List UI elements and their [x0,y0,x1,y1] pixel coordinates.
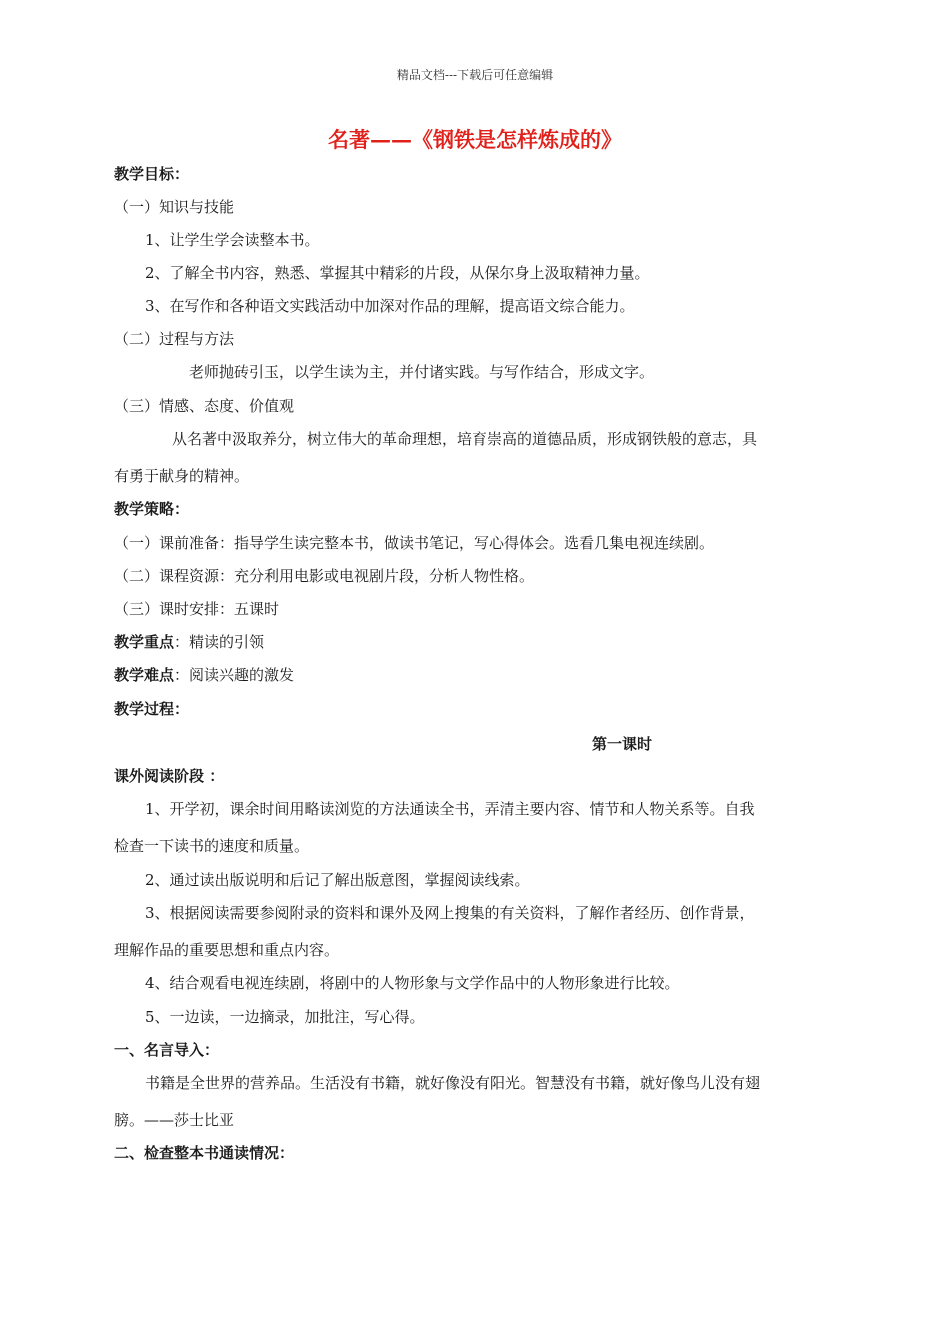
quote-line-1: 书籍是全世界的营养品。生活没有书籍，就好像没有阳光。智慧没有书籍，就好像鸟儿没有翅 [145,1074,761,1092]
extracurricular-item-4: 4、结合观看电视连续剧，将剧中的人物形象与文学作品中的人物形象进行比较。 [145,974,680,992]
difficulty [114,665,294,685]
extracurricular-item-3-line-2: 理解作品的重要思想和重点内容。 [114,941,340,959]
process-heading: （二）过程与方法 [114,330,235,348]
extracurricular-item-5: 5、一边读，一边摘录，加批注，写心得。 [145,1008,425,1026]
key-point-label: 教学重点 [114,633,175,651]
procedure-heading: 教学过程： [114,700,190,718]
knowledge-item-3: 3、在写作和各种语文实践活动中加深对作品的理解，提高语文综合能力。 [145,297,635,315]
strategy-item-1: （一）课前准备：指导学生读完整本书，做读书笔记，写心得体会。选看几集电视连续剧。 [114,534,715,552]
page-header: 精品文档---下载后可任意编辑 [396,68,554,82]
key-point [114,632,264,652]
process-text: 老师抛砖引玉，以学生读为主，并付诸实践。与写作结合，形成文字。 [189,363,655,381]
extracurricular-item-3-line-1: 3、根据阅读需要参阅附录的资料和课外及网上搜集的有关资料，了解作者经历、创作背景， [145,904,755,922]
quote-line-2: 膀。——莎士比亚 [114,1111,235,1129]
knowledge-item-2: 2、了解全书内容，熟悉、掌握其中精彩的片段，从保尔身上汲取精神力量。 [145,264,650,282]
extracurricular-item-2: 2、通过读出版说明和后记了解出版意图，掌握阅读线索。 [145,871,530,889]
goals-heading: 教学目标： [114,165,190,183]
strategy-item-3: （三）课时安排：五课时 [114,600,280,618]
document-title: 名著——《钢铁是怎样炼成的》 [328,127,622,152]
extracurricular-item-1-line-1: 1、开学初，课余时间用略读浏览的方法通读全书，弄清主要内容、情节和人物关系等。自我 [145,800,755,818]
difficulty-value: ：阅读兴趣的激发 [174,666,295,684]
strategy-item-2: （二）课程资源：充分利用电影或电视剧片段，分析人物性格。 [114,567,535,585]
extracurricular-item-1-line-2: 检查一下读书的速度和质量。 [114,837,310,855]
knowledge-item-1: 1、让学生学会读整本书。 [145,231,320,249]
lesson-title: 第一课时 [592,735,653,753]
emotion-text-line-1: 从名著中汲取养分，树立伟大的革命理想，培育崇高的道德品质，形成钢铁般的意志，具 [172,430,758,448]
difficulty-label: 教学难点 [114,666,175,684]
key-point-value: ：精读的引领 [174,633,265,651]
strategy-heading: 教学策略： [114,500,190,518]
section-1-heading: 一、名言导入： [114,1041,220,1059]
emotion-text-line-2: 有勇于献身的精神。 [114,467,250,485]
knowledge-heading: （一）知识与技能 [114,198,235,216]
extracurricular-heading: 课外阅读阶段 ： [114,767,225,785]
emotion-heading: （三）情感、态度、价值观 [114,397,295,415]
section-2-heading: 二、检查整本书通读情况： [114,1144,295,1162]
